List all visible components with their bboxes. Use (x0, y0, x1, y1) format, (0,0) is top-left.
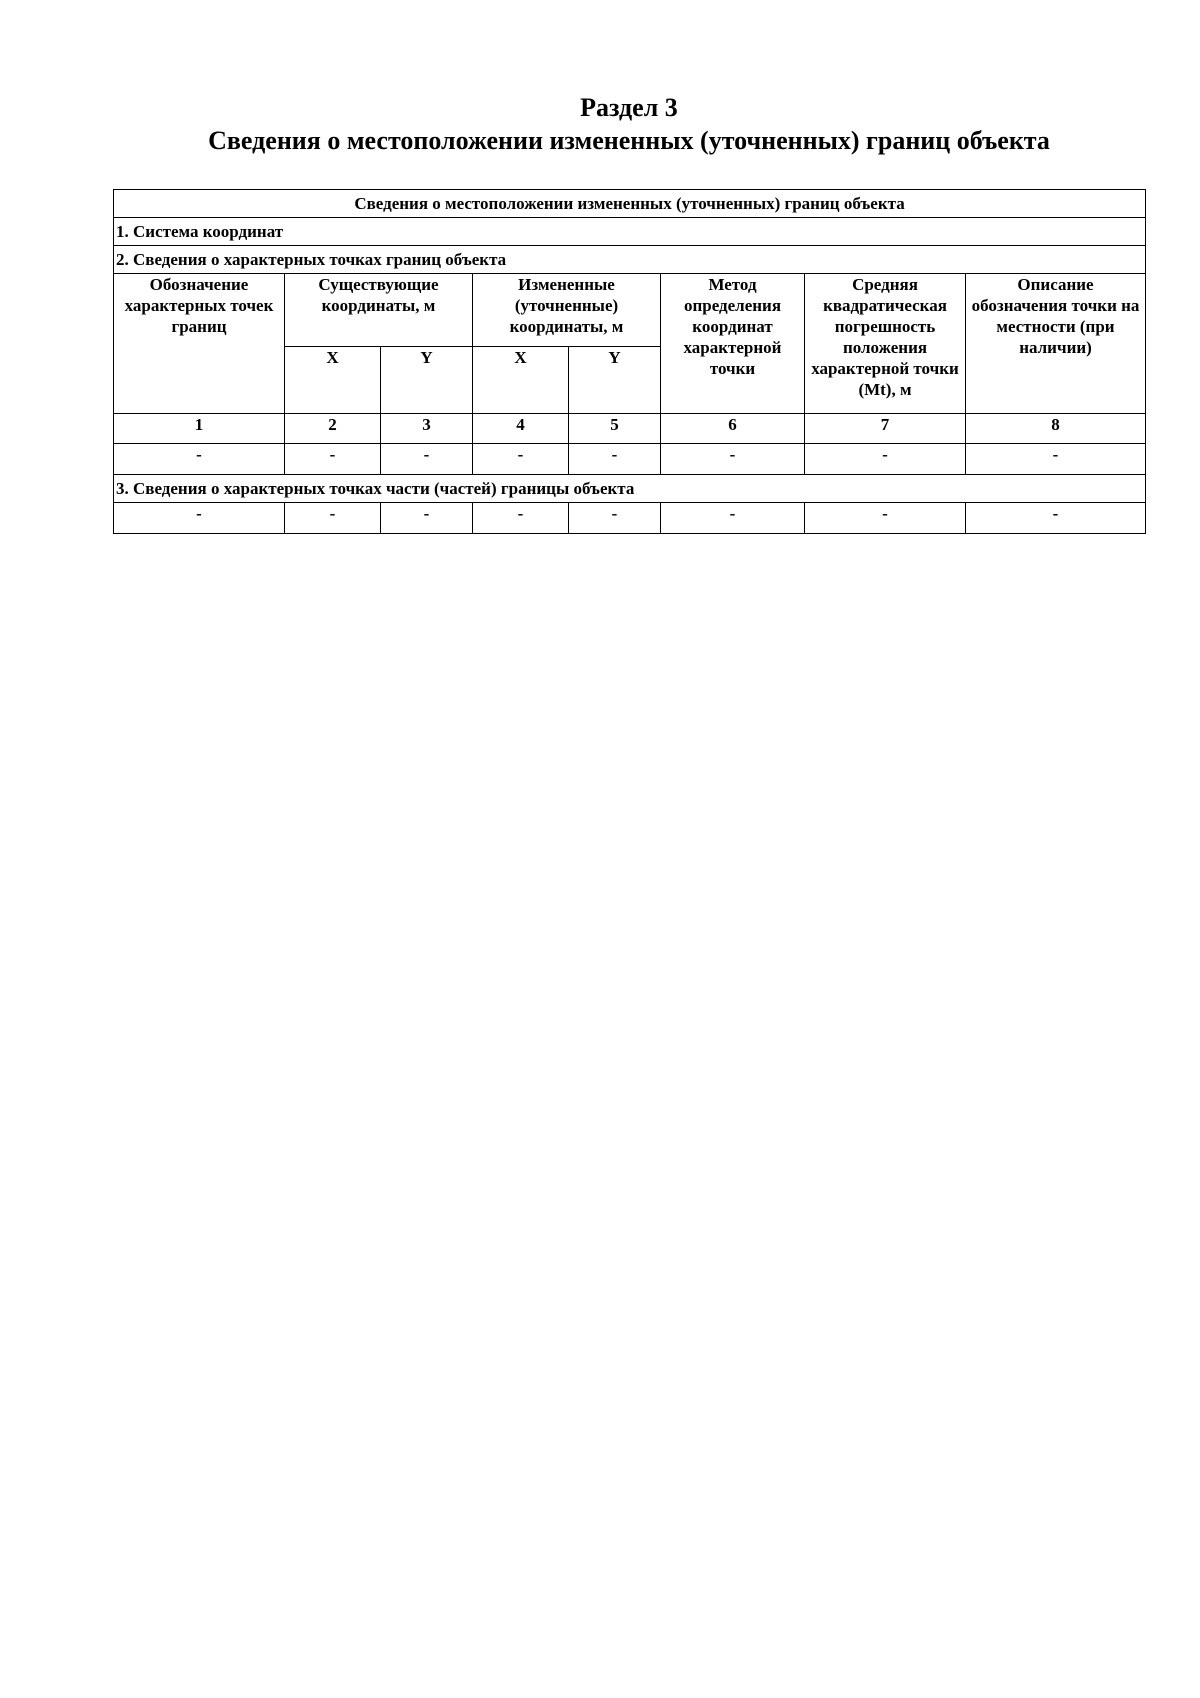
section-row (114, 246, 1146, 274)
column-number: 7 (805, 414, 966, 444)
section-row (114, 475, 1146, 503)
table-cell: - (805, 444, 966, 475)
col-header-changed-x: X (473, 347, 569, 414)
column-number: 2 (285, 414, 381, 444)
section-1-label: 1. Система координат (114, 218, 1146, 246)
table-cell: - (661, 444, 805, 475)
table-caption: Сведения о местоположении измененных (уточненных) границ объекта (114, 190, 1146, 218)
table-cell: - (569, 444, 661, 475)
table-row (114, 444, 1146, 475)
table-cell: - (381, 503, 473, 534)
table-cell: - (805, 503, 966, 534)
table-row (114, 503, 1146, 534)
table-cell: - (966, 503, 1146, 534)
boundary-table (113, 189, 1146, 534)
col-header-existing-x: X (285, 347, 381, 414)
table-caption-row (114, 190, 1146, 218)
section-heading: Раздел 3 (580, 93, 678, 122)
column-number: 4 (473, 414, 569, 444)
column-number: 1 (114, 414, 285, 444)
section-2-label: 2. Сведения о характерных точках границ объекта (114, 246, 1146, 274)
col-header-existing-y: Y (381, 347, 473, 414)
column-number-row (114, 414, 1146, 444)
table-cell: - (114, 503, 285, 534)
col-header-changed-y: Y (569, 347, 661, 414)
column-number: 6 (661, 414, 805, 444)
table-cell: - (966, 444, 1146, 475)
table-cell: - (661, 503, 805, 534)
col-header-existing-coords: Существующие координаты, м (285, 274, 473, 347)
table-cell: - (381, 444, 473, 475)
table-cell: - (114, 444, 285, 475)
section-row (114, 218, 1146, 246)
column-number: 3 (381, 414, 473, 444)
col-header-method: Метод определения координат характерной точки (661, 274, 805, 414)
col-header-point-designation: Обозначение характерных точек границ (114, 274, 285, 414)
table-cell: - (285, 503, 381, 534)
col-header-description: Описание обозначения точки на местности (при наличии) (966, 274, 1146, 414)
column-number: 5 (569, 414, 661, 444)
table-cell: - (569, 503, 661, 534)
col-header-accuracy: Средняя квадратическая погрешность положения характерной точки (Mt), м (805, 274, 966, 414)
document-title: Сведения о местоположении измененных (уточненных) границ объекта (208, 126, 1050, 155)
column-number: 8 (966, 414, 1146, 444)
col-header-changed-coords: Измененные (уточненные) координаты, м (473, 274, 661, 347)
column-header-row (114, 274, 1146, 347)
table-cell: - (473, 444, 569, 475)
table-cell: - (285, 444, 381, 475)
table-cell: - (473, 503, 569, 534)
document-header (113, 92, 1145, 158)
section-3-label: 3. Сведения о характерных точках части (частей) границы объекта (114, 475, 1146, 503)
